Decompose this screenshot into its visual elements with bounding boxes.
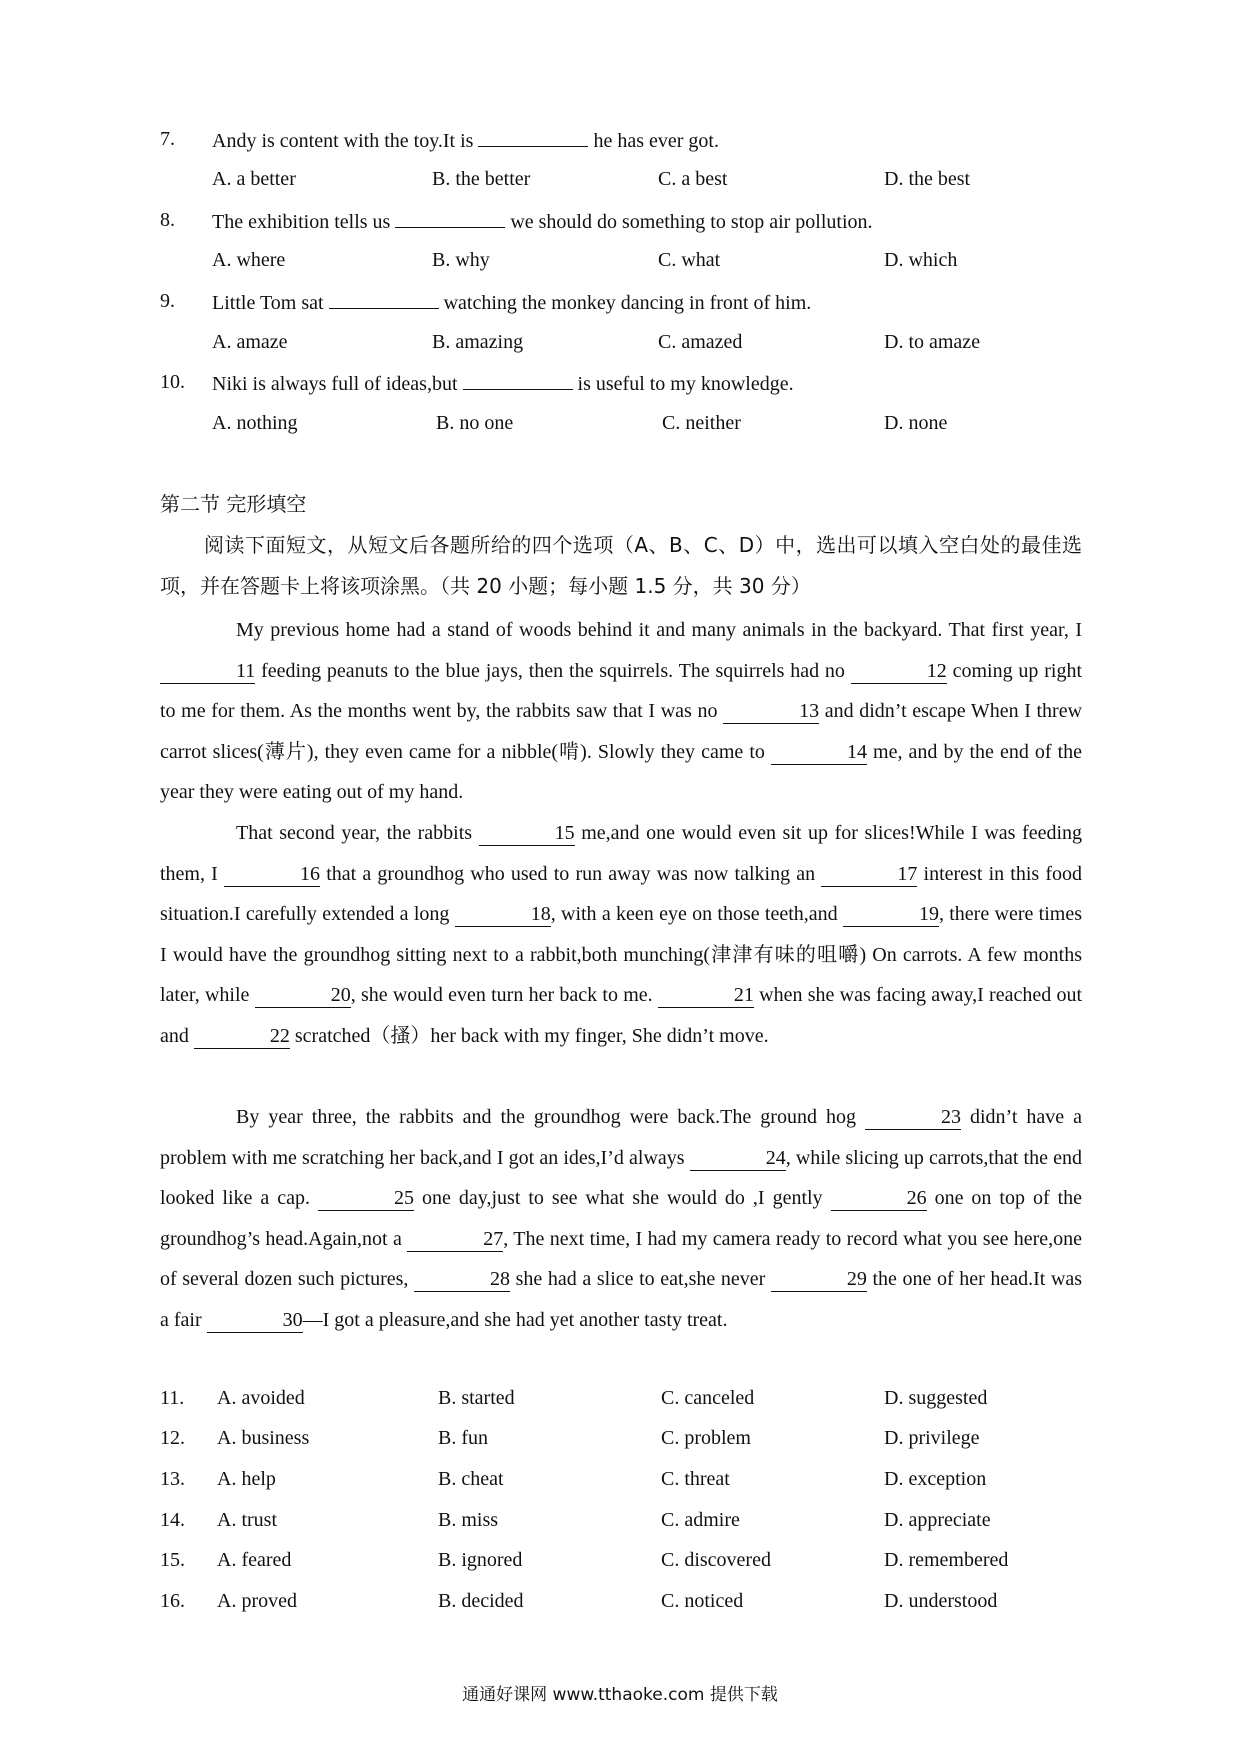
blank-29[interactable]: 29	[771, 1267, 867, 1292]
option-b[interactable]: B. decided	[438, 1590, 524, 1612]
option-b[interactable]: B. fun	[438, 1427, 488, 1449]
blank-12[interactable]: 12	[851, 659, 947, 684]
question-9	[0, 286, 1240, 316]
answer-blank[interactable]	[478, 124, 588, 147]
passage-text: one day,just to see what she would do ,I gently	[422, 1187, 823, 1210]
option-c[interactable]: C. amazed	[658, 331, 743, 353]
options-14	[0, 1505, 1240, 1535]
option-c[interactable]: C. admire	[661, 1509, 740, 1531]
option-c[interactable]: C. neither	[662, 412, 741, 434]
option-a[interactable]: A. where	[212, 249, 286, 271]
blank-30[interactable]: 30	[207, 1308, 303, 1333]
passage-text: one on top of the groundhog’s head.Again,not a	[160, 1187, 1083, 1250]
options-7	[0, 164, 1240, 194]
passage-text: , with a keen eye on those teeth,and	[550, 903, 838, 926]
page-footer: 通通好课网 www.tthaoke.com 提供下载	[462, 1685, 778, 1705]
option-d[interactable]: D. exception	[884, 1468, 987, 1490]
options-10	[0, 408, 1240, 438]
option-d[interactable]: D. suggested	[884, 1387, 988, 1409]
option-c[interactable]: C. discovered	[661, 1549, 771, 1571]
answer-blank[interactable]	[463, 367, 573, 390]
options-11	[0, 1383, 1240, 1413]
option-b[interactable]: B. the better	[432, 168, 531, 190]
option-a[interactable]: A. proved	[217, 1590, 297, 1612]
option-d[interactable]: D. to amaze	[884, 331, 981, 353]
blank-17[interactable]: 17	[821, 862, 917, 887]
option-d[interactable]: D. appreciate	[884, 1509, 991, 1531]
blank-27[interactable]: 27	[407, 1227, 503, 1252]
option-d[interactable]: D. which	[884, 249, 958, 271]
options-8	[0, 245, 1240, 275]
question-10	[0, 367, 1240, 397]
blank-24[interactable]: 24	[690, 1146, 786, 1171]
question-number: 8.	[160, 209, 175, 231]
passage-paragraph-1	[160, 610, 1082, 813]
question-number: 11.	[160, 1387, 185, 1409]
question-stem-post: is useful to my knowledge.	[577, 373, 794, 395]
question-stem-pre: The exhibition tells us	[212, 211, 391, 233]
passage-text: , she would even turn her back to me.	[350, 984, 653, 1007]
section-title-row	[0, 489, 1240, 519]
option-b[interactable]: B. miss	[438, 1509, 499, 1531]
passage-paragraph-2	[160, 813, 1082, 1057]
option-c[interactable]: C. noticed	[661, 1590, 744, 1612]
option-d[interactable]: D. understood	[884, 1590, 998, 1612]
section-title: 第二节 完形填空	[160, 492, 307, 516]
options-16	[0, 1586, 1240, 1616]
passage-text: that a groundhog who used to run away was now talking an	[326, 862, 816, 885]
passage-text: , The next time, I had my camera ready to record what you see here,one of several dozen such pictures,	[160, 1227, 1082, 1291]
question-7	[0, 124, 1240, 154]
option-b[interactable]: B. cheat	[438, 1468, 504, 1490]
option-b[interactable]: B. no one	[436, 412, 514, 434]
blank-16[interactable]: 16	[224, 862, 320, 887]
passage-text: scratched（搔）her back with my finger, She didn’t move.	[294, 1024, 769, 1047]
section-instruction: 阅读下面短文，从短文后各题所给的四个选项（A、B、C、D）中，选出可以填入空白处的最佳选项，并在答题卡上将该项涂黑。（共 20 小题；每小题 1.5 分，共 30 分）	[160, 533, 1082, 598]
question-number: 10.	[160, 371, 185, 393]
option-a[interactable]: A. help	[217, 1468, 276, 1490]
passage-text: she had a slice to eat,she never	[515, 1268, 766, 1291]
question-stem-pre: Andy is content with the toy.It is	[212, 130, 474, 152]
passage-paragraph-3	[160, 1097, 1082, 1341]
blank-15[interactable]: 15	[479, 821, 575, 846]
question-stem-post: he has ever got.	[593, 130, 719, 152]
option-a[interactable]: A. feared	[217, 1549, 292, 1571]
passage-text: , while slicing up carrots,that the end looked like a cap.	[160, 1146, 1082, 1210]
blank-21[interactable]: 21	[658, 983, 754, 1008]
blank-20[interactable]: 20	[255, 983, 351, 1008]
passage-text: didn’t have a problem with me scratching her back,and I got an ides,I’d always	[160, 1106, 1083, 1169]
blank-18[interactable]: 18	[455, 902, 551, 927]
passage-text: the one of her head.It was a fair	[160, 1268, 1083, 1331]
option-b[interactable]: B. amazing	[432, 331, 524, 353]
option-c[interactable]: C. problem	[661, 1427, 751, 1449]
options-13	[0, 1464, 1240, 1494]
passage-text: My previous home had a stand of woods behind it and many animals in the backyard. That first year, I	[236, 619, 1082, 641]
option-d[interactable]: D. privilege	[884, 1427, 980, 1449]
passage-text: , there were times I would have the groundhog sitting next to a rabbit,both munching(津津有味的咀嚼) On carrots. A few months later, while	[160, 903, 1082, 1007]
options-9	[0, 327, 1240, 357]
option-a[interactable]: A. avoided	[217, 1387, 305, 1409]
passage-text: coming up right to me for them. As the months went by, the rabbits saw that I was no	[160, 659, 1083, 723]
question-number: 12.	[160, 1427, 185, 1449]
option-b[interactable]: B. why	[432, 249, 490, 271]
blank-22[interactable]: 22	[194, 1024, 290, 1049]
option-b[interactable]: B. ignored	[438, 1549, 523, 1571]
option-c[interactable]: C. threat	[661, 1468, 730, 1490]
blank-28[interactable]: 28	[414, 1267, 510, 1292]
answer-blank[interactable]	[395, 205, 505, 228]
option-b[interactable]: B. started	[438, 1387, 515, 1409]
passage-text: That second year, the rabbits	[236, 822, 473, 844]
passage-text: and didn’t escape When I threw carrot slices(薄片), they even came for a nibble(啃). Slowly they came to	[160, 700, 1083, 763]
question-stem-pre: Niki is always full of ideas,but	[212, 373, 458, 395]
option-d[interactable]: D. none	[884, 412, 948, 434]
option-a[interactable]: A. a better	[212, 168, 296, 190]
blank-14[interactable]: 14	[771, 740, 867, 765]
passage-text: me,and one would even sit up for slices!While I was feeding them, I	[160, 822, 1083, 885]
question-stem-pre: Little Tom sat	[212, 292, 324, 314]
option-a[interactable]: A. amaze	[212, 331, 288, 353]
option-c[interactable]: C. canceled	[661, 1387, 755, 1409]
passage-text: interest in this food situation.I carefully extended a long	[160, 862, 1083, 926]
question-number: 14.	[160, 1509, 185, 1531]
option-c[interactable]: C. what	[658, 249, 721, 271]
option-d[interactable]: D. remembered	[884, 1549, 1009, 1571]
option-c[interactable]: C. a best	[658, 168, 728, 190]
options-12	[0, 1423, 1240, 1453]
blank-11[interactable]: 11	[160, 659, 255, 684]
question-8	[0, 205, 1240, 235]
passage-text: me, and by the end of the year they were eating out of my hand.	[160, 740, 1083, 804]
question-stem-post: watching the monkey dancing in front of him.	[443, 292, 812, 314]
option-a[interactable]: A. business	[217, 1427, 310, 1449]
question-number: 13.	[160, 1468, 185, 1490]
blank-23[interactable]: 23	[865, 1105, 961, 1130]
blank-25[interactable]: 25	[318, 1186, 414, 1211]
options-15	[0, 1545, 1240, 1575]
passage-text: —I got a pleasure,and she had yet another tasty treat.	[302, 1308, 728, 1331]
answer-blank[interactable]	[329, 286, 439, 309]
question-number: 15.	[160, 1549, 185, 1571]
passage-text: By year three, the rabbits and the groundhog were back.The ground hog	[236, 1106, 856, 1128]
blank-13[interactable]: 13	[723, 699, 819, 724]
option-d[interactable]: D. the best	[884, 168, 971, 190]
question-number: 7.	[160, 128, 175, 150]
question-number: 16.	[160, 1590, 185, 1612]
option-a[interactable]: A. nothing	[212, 412, 298, 434]
blank-26[interactable]: 26	[831, 1186, 927, 1211]
blank-19[interactable]: 19	[843, 902, 939, 927]
question-number: 9.	[160, 290, 175, 312]
passage-text: feeding peanuts to the blue jays, then the squirrels. The squirrels had no	[261, 659, 845, 682]
option-a[interactable]: A. trust	[217, 1509, 277, 1531]
question-stem-post: we should do something to stop air pollution.	[510, 211, 873, 233]
passage-text: when she was facing away,I reached out and	[160, 984, 1083, 1047]
